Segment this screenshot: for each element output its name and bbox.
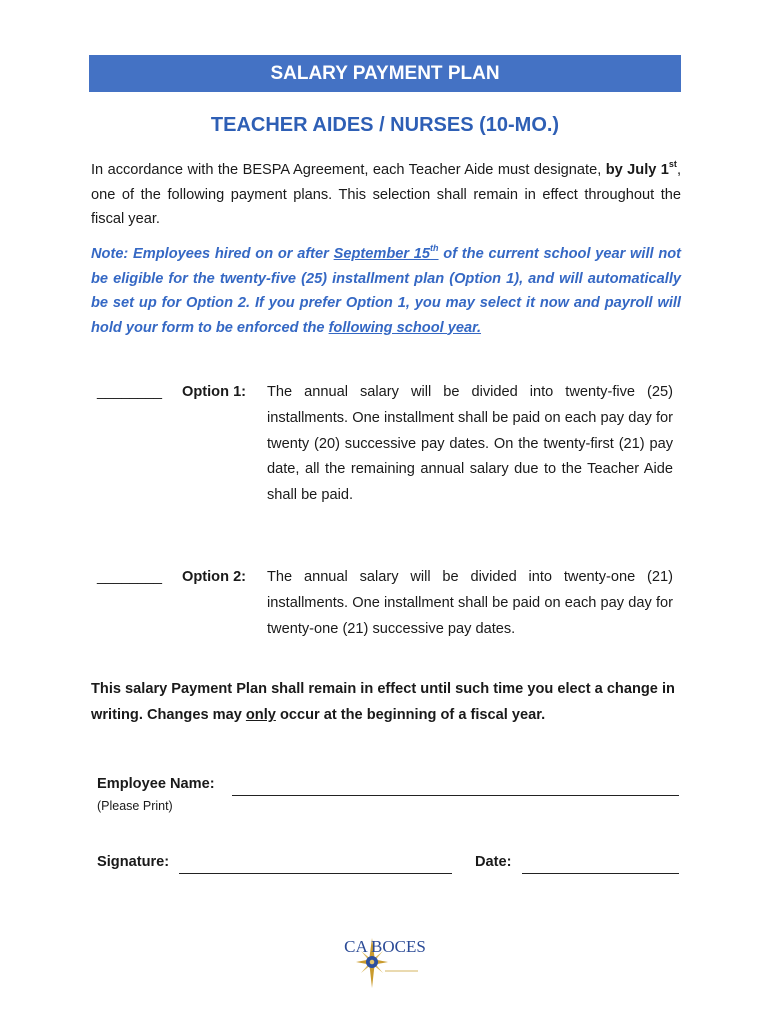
date-field[interactable] [522,873,679,874]
option-2-label: Option 2: [182,569,247,585]
option-1-label: Option 1: [182,384,247,400]
date-label: Date: [475,854,512,870]
note-following-year: following school year. [328,319,482,336]
logo-wordmark: CA BOCES [344,937,426,956]
closing-only: only [245,707,276,723]
signature-field[interactable] [179,873,452,874]
page-subtitle: TEACHER AIDES / NURSES (10-MO.) [210,114,560,136]
employee-name-hint: (Please Print) [97,799,173,813]
note-date: September 15th [333,243,439,262]
intro-text-end: , one of the following payment plans. This selection shall remain in effect throughout the fiscal year. [91,162,681,227]
closing-statement: This salary Payment Plan shall remain in effect until such time you elect a change in writing. Changes may only occur at the beginning of a fiscal year. [91,681,675,723]
page-title: SALARY PAYMENT PLAN [270,63,500,84]
page-title-banner [89,55,681,92]
option-2-description: The annual salary will be divided into twenty-one (21) installments. One installment shall be paid on each pay day for twenty-one (21) successive pay dates. [267,569,673,637]
caboces-logo [330,928,440,998]
option-1-description: The annual salary will be divided into twenty-five (25) installments. One installment shall be paid on each pay day for twenty (20) successive pay dates. On the twenty-first (21) pay date, all the remaining annual salary due to the Teacher Aide shall be paid. [267,384,673,504]
note-part-2: of the current school year will not be eligible for the twenty-five (25) installment plan (Option 1), and will automatically be set up for Option 2. If you prefer Option 1, you may select it now and payroll will hold your form to be enforced the [91,246,682,336]
signature-label: Signature: [97,854,170,870]
employee-name-field[interactable] [232,795,679,796]
option-1-selection-blank[interactable]: ________ [97,384,162,400]
intro-paragraph [91,158,681,232]
note-part-1: Note: Employees hired on or after [91,246,334,262]
intro-deadline: by July 1st [605,159,677,178]
employee-name-label: Employee Name: [97,776,215,792]
intro-text-start: In accordance with the BESPA Agreement, each Teacher Aide must designate, [91,162,606,178]
note-paragraph [91,242,681,340]
option-2-selection-blank[interactable]: ________ [97,569,162,585]
